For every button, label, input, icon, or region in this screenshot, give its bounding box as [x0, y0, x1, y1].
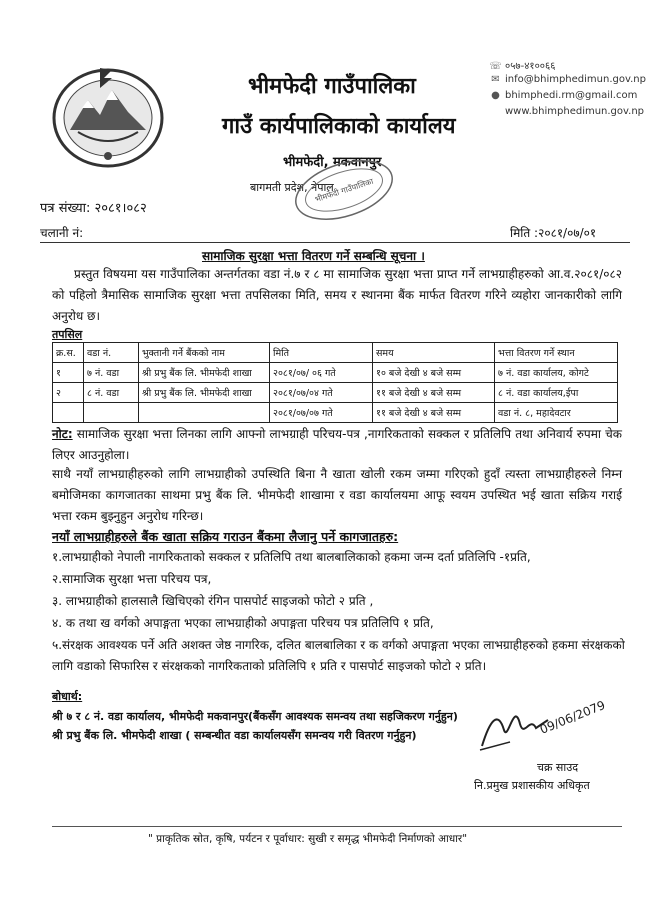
contact-email-2[interactable]: ● bhimphedi.rm@gmail.com	[489, 90, 637, 101]
schedule-label: तपसिल	[52, 328, 83, 341]
table-cell: ८ नं. वडा कार्यालय,ईपा	[495, 383, 618, 403]
office-province: बागमती प्रदेश, नेपाल	[250, 181, 334, 194]
schedule-table	[52, 342, 618, 423]
office-subtitle: गाउँ कार्यपालिकाको कार्यालय	[222, 114, 456, 139]
contact-phone: ☏ ०५७-४१००६६	[489, 61, 556, 72]
email-icon: ●	[491, 90, 500, 101]
table-header-row	[53, 343, 618, 363]
note-text: सामाजिक सुरक्षा भत्ता लिनका लागि आफ्नो लाभग्राही परिचय-पत्र ,नागरिकताको सक्कल र प्रतिलिपि तथा अनिवार्य रुपमा चेक लिएर आउनुहोला।	[52, 427, 622, 462]
table-row	[53, 383, 618, 403]
table-header: वडा नं.	[84, 343, 139, 363]
table-cell: ७ नं. वडा कार्यालय, कोगटे	[495, 363, 618, 383]
svg-text:भीमफेदी गाउँपालिका: भीमफेदी गाउँपालिका	[313, 176, 375, 205]
table-cell: ११ बजे देखी ४ बजे सम्म	[373, 403, 495, 423]
cc-label: बोधार्थ:	[52, 690, 83, 703]
handwritten-date: 09/06/2079	[537, 697, 608, 737]
table-cell: १० बजे देखी ४ बजे सम्म	[373, 363, 495, 383]
letter-date: मिति :२०८१/०७/०१	[510, 226, 597, 240]
table-cell: ७ नं. वडा	[84, 363, 139, 383]
footer-divider	[52, 826, 622, 827]
table-cell: २	[53, 383, 84, 403]
table-cell: ८ नं. वडा	[84, 383, 139, 403]
note-paragraph	[52, 424, 622, 466]
table-header: भत्ता वितरण गर्ने स्थान	[495, 343, 618, 363]
list-item: ५.संरक्षक आवश्यक पर्ने अति अशक्त जेष्ठ नागरिक, दलित बालबालिका र क वर्गको अपाङ्गता भएका लाभग्राहीहरुको हकमा संरक्षकको लागि वडाको सिफारिस र संरक्षकको नागरिकताको प्रतिलिपि १ प्रति र पासपोर्ट साइजको फोटो २ प्रति।	[52, 638, 625, 673]
table-cell: श्री प्रभु बैंक लि. भीमफेदी शाखा	[139, 383, 270, 403]
signer-name: चक्र साउद	[537, 761, 579, 774]
table-header: समय	[373, 343, 495, 363]
cc-item: श्री प्रभु बैंक लि. भीमफेदी शाखा ( सम्बन्धीत वडा कार्यालयसँग समन्वय गरी वितरण गर्नुहुन)	[52, 729, 417, 742]
list-item: ४. क तथा ख वर्गको अपाङ्गता भएका लाभग्राहीको अपाङ्गता परिचय पत्र प्रतिलिपि १ प्रति,	[52, 616, 434, 630]
table-cell	[84, 403, 139, 423]
list-item: १.लाभग्राहीको नेपाली नागरिकताको सक्कल र प्रतिलिपि तथा बालबालिकाको हकमा जन्म दर्ता प्रतिलिपि -१प्रति,	[52, 550, 531, 564]
table-cell	[53, 403, 84, 423]
contact-email-1[interactable]: ✉ info@bhimphedimun.gov.np	[489, 74, 646, 85]
subject: सामाजिक सुरक्षा भत्ता वितरण गर्ने सम्बन्धि सूचना ।	[202, 249, 425, 263]
footer-motto: " प्राकृतिक स्रोत, कृषि, पर्यटन र पूर्वाधार: सुखी र समृद्ध भीमफेदी निर्माणको आधार"	[148, 833, 468, 845]
note-paragraph-2: साथै नयाँ लाभग्राहीहरुको लागि लाभग्राहीको उपस्थिति बिना नै खाता खोली रकम जम्मा गरिएको हुदाँ त्यस्ता लाभग्राहीहरुले निम्न बमोजिमका कागजातका साथमा प्रभु बैंक लि. भीमफेदी शाखामा र वडा कार्यालयमा आफू स्वयम उपस्थित भई खाता सक्रिय गराई भत्ता रकम बुझ्नुहुन अनुरोध गरिन्छ।	[52, 467, 622, 523]
government-emblem	[48, 60, 168, 170]
signer-title: नि.प्रमुख प्रशासकीय अधिकृत	[474, 779, 590, 792]
dispatch-number: चलानी नं:	[40, 226, 84, 240]
table-cell: २०८१/०७/०४ गते	[270, 383, 373, 403]
table-cell: वडा नं. ८, महादेवटार	[495, 403, 618, 423]
body-paragraph: प्रस्तुत विषयमा यस गाउँपालिका अन्तर्गतका वडा नं.७ र ८ मा सामाजिक सुरक्षा भत्ता प्राप्त गर्ने लाभग्राहीहरुको आ.व.२०८१/०८२ को पहिलो त्रैमासिक सामाजिक सुरक्षा भत्ता तपसिलका मिति, समय र स्थानमा बैंक मार्फत वितरण गरिने व्यहोरा जानकारीको लागि अनुरोध छ।	[52, 267, 622, 323]
office-place: भीमफेदी, मकवानपुर	[283, 155, 382, 170]
table-cell: १	[53, 363, 84, 383]
table-header: मिति	[270, 343, 373, 363]
table-cell	[139, 403, 270, 423]
list-item: २.सामाजिक सुरक्षा भत्ता परिचय पत्र,	[52, 572, 212, 586]
table-cell: श्री प्रभु बैंक लि. भीमफेदी शाखा	[139, 363, 270, 383]
table-row	[53, 403, 618, 423]
contact-website[interactable]: www.bhimphedimun.gov.np	[505, 106, 645, 117]
phone-icon: ☏	[489, 61, 502, 72]
cc-item: श्री ७ र ८ नं. वडा कार्यालय, भीमफेदी मकवानपुर(बैंकसँग आवश्यक समन्वय तथा सहजिकरण गर्नुहुन)	[52, 710, 458, 723]
table-header: क्र.स.	[53, 343, 84, 363]
table-cell: ११ बजे देखी ४ बजे सम्म	[373, 383, 495, 403]
office-stamp	[288, 160, 400, 220]
reference-number: पत्र संख्या: २०८१।०८२	[40, 201, 147, 216]
note-label: नोट:	[52, 427, 73, 441]
email-icon: ✉	[491, 74, 500, 85]
table-cell: २०८१/०७/०७ गते	[270, 403, 373, 423]
table-cell: २०८१/०७/ ०६ गते	[270, 363, 373, 383]
list-item: ३. लाभग्राहीको हालसालै खिचिएको रंगिन पासपोर्ट साइजको फोटो २ प्रति ,	[52, 594, 374, 608]
divider	[40, 242, 630, 243]
signature	[470, 680, 610, 760]
table-header: भुक्तानी गर्ने बैंकको नाम	[139, 343, 270, 363]
documents-heading: नयाँ लाभग्राहीहरुले बैंक खाता सक्रिय गराउन बैंकमा लैजानु पर्ने कागजातहरु:	[52, 529, 399, 544]
office-title: भीमफेदी गाउँपालिका	[248, 74, 416, 99]
table-row	[53, 363, 618, 383]
